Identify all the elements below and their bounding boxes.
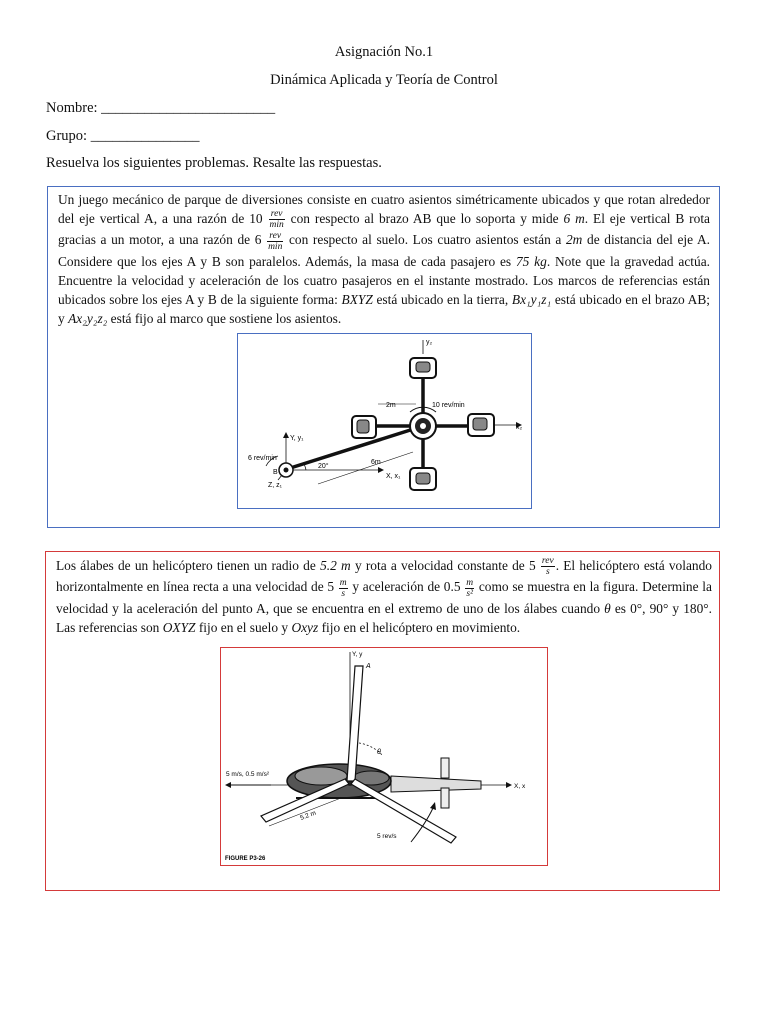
frame-bx1y1z1: Bx₁y₁z₁ [511, 291, 552, 307]
p1-sentence-6: . Note que la gravedad actúa. Encuentre la velocidad y aceleración de los cuatro pasajeros en el instante mostrado. Los marcos de referencias están ubicados sobre los ejes A y B de la siguiente forma: [58, 253, 710, 307]
seat-distance: 2m [565, 232, 583, 248]
p2-sentence-6: es 0°, 90° y 180°. Las referencias son [56, 600, 712, 635]
rotation-label: 5 rev/s [377, 833, 397, 840]
point-a-label: A [366, 663, 371, 670]
rate-b-label: 6 rev/min [248, 455, 277, 462]
p1-sentence-3: . El eje vertical B rota gracias a un motor, a una razón de 6 [58, 211, 710, 248]
m-per-s-fraction: $\frac{m}{s}$ [339, 577, 347, 599]
two-m-label: 2m [386, 402, 396, 409]
frame-ax2y2z2: Ax₂y₂z₂ [68, 310, 108, 326]
problem-1-text [58, 190, 710, 328]
speed-label: 5 m/s, 0.5 m/s² [226, 771, 269, 778]
helicopter-figure [220, 647, 548, 866]
instructions-text: Resuelva los siguientes problemas. Resalte las respuestas. [46, 155, 382, 171]
x-x1-label: X, x₁ [386, 473, 401, 480]
frame-bxyz: BXYZ [341, 291, 373, 307]
p1-sentence-1: Un juego mecánico de parque de diversiones consiste en cuatro asientos simétricamente ubicados y que rotan alrededor del eje vertical A, a una razón de 10 [58, 192, 710, 226]
rev-per-min-fraction: $\frac{\text{rev}}{\min}$ [269, 209, 284, 231]
p2-sentence-1: Los álabes de un helicóptero tienen un radio de [56, 558, 316, 573]
arm-length: 6 m [563, 211, 585, 226]
p1-sentence-4: con respecto al suelo. Los cuatro asientos están a [288, 232, 562, 248]
p1-sentence-7: está ubicado en la tierra, [376, 291, 509, 307]
p2-sentence-2: y rota a velocidad constante de 5 [354, 558, 536, 573]
seat-left [352, 416, 376, 438]
p1-sentence-9: está fijo al marco que sostiene los asientos. [110, 310, 342, 326]
p1-sentence-5: de distancia del eje A. Considere que los ejes A y B son paralelos. Además, la masa de cada pasajero es [58, 232, 710, 269]
seat-top [410, 358, 436, 378]
x-axis-label: X, x [514, 783, 526, 790]
z-z1-label: Z, z₁ [268, 482, 283, 489]
angle-label: 20° [318, 463, 329, 470]
x2-label: x₂ [516, 424, 523, 431]
frame-oxyz-ground: OXYZ [162, 619, 196, 635]
p1-sentence-2: con respecto al brazo AB que lo soporta y mide [290, 211, 559, 226]
p2-sentence-5: como se muestra en la figura. Determine la velocidad y la aceleración del punto A, que se encuentra en el extremo de uno de los álabes cuando [56, 579, 712, 616]
p2-sentence-7: fijo en el suelo y [198, 619, 289, 635]
p2-sentence-3: . El helicóptero está volando horizontalmente en línea recta a una velocidad de 5 [56, 558, 713, 595]
y-axis-label: Y, y [352, 651, 363, 658]
passenger-mass: 75 kg [515, 253, 547, 269]
name-field-label: Nombre: ________________________ [46, 100, 276, 116]
seat-right [468, 414, 494, 436]
six-m-label: 6m [371, 459, 381, 466]
rev-per-min-fraction-2: $\frac{\text{rev}}{\min}$ [268, 230, 283, 252]
course-subtitle: Dinámica Aplicada y Teoría de Control [270, 72, 498, 88]
blade-a [347, 666, 363, 781]
assignment-title: Asignación No.1 [334, 44, 434, 60]
length-label: 5.2 m [299, 809, 317, 822]
p2-sentence-4: y aceleración de 0.5 [352, 579, 461, 595]
problem-2-text [56, 556, 712, 637]
theta-symbol: θ [604, 600, 611, 616]
y-y1-label: Y, y₁ [290, 435, 304, 442]
m-per-s2-fraction: $\frac{m}{\text{s²}}$ [466, 577, 474, 599]
seat-bottom [410, 468, 436, 490]
blade-radius: 5.2 m [320, 558, 351, 573]
rate-a-label: 10 rev/min [432, 402, 465, 409]
rev-per-s-fraction: $\frac{\text{rev}}{s}$ [541, 556, 554, 578]
amusement-ride-figure [237, 333, 532, 509]
b-label: B [273, 469, 278, 476]
y2-label: y₂ [426, 339, 433, 346]
figure-caption: FIGURE P3-26 [225, 856, 266, 862]
p1-sentence-8: está ubicado en el brazo AB; y [58, 291, 710, 326]
group-field-label: Grupo: _______________ [46, 128, 200, 144]
theta-label: θ [377, 749, 381, 756]
p2-sentence-8: fijo en el helicóptero en movimiento. [321, 619, 521, 635]
frame-oxyz-heli: Oxyz [291, 619, 319, 635]
